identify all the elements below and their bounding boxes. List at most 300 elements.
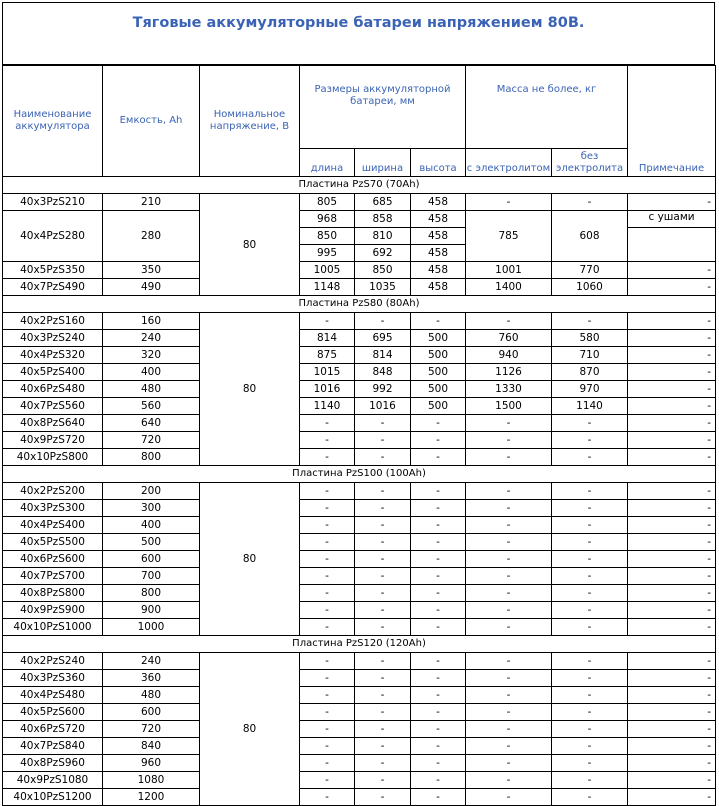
battery-name: 40x8PzS800 [3, 585, 103, 602]
note-cell: - [628, 653, 716, 670]
table-row [3, 262, 716, 279]
capacity-cell: 1000 [103, 619, 200, 636]
height-cell: - [411, 432, 466, 449]
length-cell: - [300, 772, 355, 789]
width-cell: - [355, 670, 411, 687]
battery-name: 40x5PzS400 [3, 364, 103, 381]
capacity-cell: 360 [103, 670, 200, 687]
capacity-cell: 840 [103, 738, 200, 755]
mass-without-electrolyte: - [552, 585, 628, 602]
table-row [3, 772, 716, 789]
width-cell: - [355, 602, 411, 619]
mass-with-electrolyte: - [466, 721, 552, 738]
table-row [3, 398, 716, 415]
mass-without-electrolyte: - [552, 432, 628, 449]
capacity-cell: 320 [103, 347, 200, 364]
length-cell: - [300, 704, 355, 721]
battery-name: 40x5PzS600 [3, 704, 103, 721]
length-cell: 1015 [300, 364, 355, 381]
header-without-electrolyte: без электролита [552, 149, 628, 177]
width-cell: - [355, 687, 411, 704]
table-row [3, 500, 716, 517]
section-title: Пластина PzS120 (120Ah) [3, 636, 716, 653]
note-cell: с ушами [628, 211, 716, 228]
length-cell: 850 [300, 228, 355, 245]
table-row [3, 347, 716, 364]
mass-with-electrolyte: - [466, 738, 552, 755]
battery-name: 40x6PzS480 [3, 381, 103, 398]
width-cell: - [355, 449, 411, 466]
note-cell: - [628, 364, 716, 381]
note-cell: - [628, 262, 716, 279]
mass-without-electrolyte: - [552, 500, 628, 517]
height-cell: 500 [411, 347, 466, 364]
height-cell: - [411, 755, 466, 772]
length-cell: - [300, 534, 355, 551]
width-cell: - [355, 585, 411, 602]
width-cell: - [355, 534, 411, 551]
section-row [3, 466, 716, 483]
width-cell: 810 [355, 228, 411, 245]
note-cell: - [628, 568, 716, 585]
mass-with-electrolyte: - [466, 772, 552, 789]
battery-name: 40x2PzS200 [3, 483, 103, 500]
table-row [3, 619, 716, 636]
note-cell: - [628, 432, 716, 449]
note-cell: - [628, 381, 716, 398]
mass-with-electrolyte: - [466, 585, 552, 602]
width-cell: - [355, 619, 411, 636]
width-cell: - [355, 772, 411, 789]
mass-without-electrolyte: - [552, 194, 628, 211]
table-body [3, 177, 716, 806]
capacity-cell: 800 [103, 585, 200, 602]
length-cell: - [300, 483, 355, 500]
mass-with-electrolyte: 940 [466, 347, 552, 364]
note-cell: - [628, 619, 716, 636]
mass-with-electrolyte: - [466, 313, 552, 330]
width-cell: 1016 [355, 398, 411, 415]
capacity-cell: 640 [103, 415, 200, 432]
length-cell: 875 [300, 347, 355, 364]
height-cell: 458 [411, 279, 466, 296]
width-cell: - [355, 738, 411, 755]
battery-name: 40x7PzS560 [3, 398, 103, 415]
table-row [3, 364, 716, 381]
voltage-cell: 80 [200, 194, 300, 296]
battery-name: 40x6PzS600 [3, 551, 103, 568]
note-cell: - [628, 670, 716, 687]
height-cell: 458 [411, 245, 466, 262]
length-cell: 1016 [300, 381, 355, 398]
header-name: Наименование аккумулятора [3, 66, 103, 177]
header-note: Примечание [628, 149, 716, 177]
section-row [3, 177, 716, 194]
note-cell: - [628, 398, 716, 415]
battery-name: 40x7PzS700 [3, 568, 103, 585]
mass-with-electrolyte: - [466, 449, 552, 466]
height-cell: 500 [411, 398, 466, 415]
width-cell: 1035 [355, 279, 411, 296]
note-cell: - [628, 534, 716, 551]
width-cell: - [355, 551, 411, 568]
mass-without-electrolyte: 870 [552, 364, 628, 381]
length-cell: 995 [300, 245, 355, 262]
header-height: высота [411, 149, 466, 177]
mass-without-electrolyte: - [552, 415, 628, 432]
mass-with-electrolyte: - [466, 432, 552, 449]
width-cell: - [355, 483, 411, 500]
height-cell: - [411, 415, 466, 432]
capacity-cell: 800 [103, 449, 200, 466]
height-cell: - [411, 449, 466, 466]
width-cell: - [355, 432, 411, 449]
mass-with-electrolyte: - [466, 653, 552, 670]
section-title: Пластина PzS80 (80Ah) [3, 296, 716, 313]
width-cell: 848 [355, 364, 411, 381]
height-cell: - [411, 772, 466, 789]
table-row [3, 432, 716, 449]
capacity-cell: 240 [103, 653, 200, 670]
capacity-cell: 300 [103, 500, 200, 517]
note-cell: - [628, 330, 716, 347]
mass-without-electrolyte: - [552, 602, 628, 619]
mass-with-electrolyte: 760 [466, 330, 552, 347]
voltage-cell: 80 [200, 653, 300, 806]
mass-without-electrolyte: 710 [552, 347, 628, 364]
table-row [3, 687, 716, 704]
width-cell: - [355, 500, 411, 517]
mass-with-electrolyte: - [466, 534, 552, 551]
title-box [2, 2, 715, 65]
mass-with-electrolyte: - [466, 568, 552, 585]
note-cell: - [628, 517, 716, 534]
mass-with-electrolyte: - [466, 500, 552, 517]
mass-without-electrolyte: 580 [552, 330, 628, 347]
length-cell: - [300, 653, 355, 670]
mass-without-electrolyte: - [552, 704, 628, 721]
table-row [3, 789, 716, 806]
length-cell: - [300, 517, 355, 534]
battery-name: 40x9PzS1080 [3, 772, 103, 789]
height-cell: - [411, 653, 466, 670]
header-with-electrolyte: с электролитом [466, 149, 552, 177]
mass-without-electrolyte: - [552, 449, 628, 466]
mass-with-electrolyte: - [466, 670, 552, 687]
mass-without-electrolyte: 608 [552, 211, 628, 262]
note-cell: - [628, 738, 716, 755]
note-cell: - [628, 789, 716, 806]
length-cell: - [300, 789, 355, 806]
height-cell: 458 [411, 262, 466, 279]
note-cell: - [628, 551, 716, 568]
battery-name: 40x2PzS240 [3, 653, 103, 670]
capacity-cell: 480 [103, 687, 200, 704]
battery-name: 40x3PzS210 [3, 194, 103, 211]
battery-name: 40x3PzS300 [3, 500, 103, 517]
capacity-cell: 500 [103, 534, 200, 551]
length-cell: - [300, 585, 355, 602]
note-cell: - [628, 500, 716, 517]
mass-without-electrolyte: - [552, 789, 628, 806]
table-row [3, 653, 716, 670]
mass-without-electrolyte: 1140 [552, 398, 628, 415]
capacity-cell: 600 [103, 551, 200, 568]
mass-with-electrolyte: 1330 [466, 381, 552, 398]
height-cell: - [411, 704, 466, 721]
battery-name: 40x4PzS400 [3, 517, 103, 534]
table-row [3, 211, 716, 228]
battery-name: 40x5PzS350 [3, 262, 103, 279]
note-cell: - [628, 347, 716, 364]
mass-with-electrolyte: - [466, 789, 552, 806]
width-cell: 814 [355, 347, 411, 364]
mass-with-electrolyte: 1001 [466, 262, 552, 279]
voltage-cell: 80 [200, 483, 300, 636]
table-row [3, 755, 716, 772]
header-mass: Масса не более, кг [466, 66, 628, 149]
table-row [3, 483, 716, 500]
note-cell: - [628, 704, 716, 721]
table-row [3, 449, 716, 466]
length-cell: 805 [300, 194, 355, 211]
note-cell: - [628, 602, 716, 619]
header-note-top [628, 66, 716, 149]
mass-without-electrolyte: - [552, 313, 628, 330]
height-cell: 458 [411, 194, 466, 211]
mass-with-electrolyte: - [466, 194, 552, 211]
height-cell: 458 [411, 211, 466, 228]
mass-without-electrolyte: 770 [552, 262, 628, 279]
table-row [3, 415, 716, 432]
width-cell: - [355, 755, 411, 772]
length-cell: - [300, 738, 355, 755]
table-row [3, 704, 716, 721]
width-cell: - [355, 313, 411, 330]
section-row [3, 296, 716, 313]
note-cell-empty [628, 228, 716, 262]
battery-name: 40x7PzS490 [3, 279, 103, 296]
mass-without-electrolyte: - [552, 670, 628, 687]
mass-without-electrolyte: - [552, 738, 628, 755]
capacity-cell: 400 [103, 364, 200, 381]
header-voltage: Номинальное напряжение, В [200, 66, 300, 177]
mass-without-electrolyte: - [552, 687, 628, 704]
mass-with-electrolyte: - [466, 415, 552, 432]
battery-name: 40x8PzS640 [3, 415, 103, 432]
capacity-cell: 700 [103, 568, 200, 585]
capacity-cell: 720 [103, 432, 200, 449]
note-cell: - [628, 585, 716, 602]
table-row [3, 517, 716, 534]
width-cell: - [355, 653, 411, 670]
table-row [3, 585, 716, 602]
table-row [3, 194, 716, 211]
length-cell: - [300, 500, 355, 517]
battery-name: 40x3PzS240 [3, 330, 103, 347]
mass-without-electrolyte: - [552, 653, 628, 670]
table-row [3, 602, 716, 619]
width-cell: 850 [355, 262, 411, 279]
height-cell: - [411, 568, 466, 585]
mass-with-electrolyte: - [466, 517, 552, 534]
battery-name: 40x8PzS960 [3, 755, 103, 772]
capacity-cell: 900 [103, 602, 200, 619]
length-cell: - [300, 619, 355, 636]
note-cell: - [628, 483, 716, 500]
note-cell: - [628, 721, 716, 738]
length-cell: 1148 [300, 279, 355, 296]
width-cell: - [355, 721, 411, 738]
mass-with-electrolyte: 1500 [466, 398, 552, 415]
battery-name: 40x6PzS720 [3, 721, 103, 738]
length-cell: - [300, 755, 355, 772]
battery-name: 40x5PzS500 [3, 534, 103, 551]
battery-name: 40x9PzS900 [3, 602, 103, 619]
mass-with-electrolyte: 1126 [466, 364, 552, 381]
capacity-cell: 490 [103, 279, 200, 296]
battery-name: 40x4PzS280 [3, 211, 103, 262]
mass-with-electrolyte: - [466, 755, 552, 772]
table-row [3, 551, 716, 568]
mass-without-electrolyte: - [552, 534, 628, 551]
mass-without-electrolyte: - [552, 619, 628, 636]
capacity-cell: 240 [103, 330, 200, 347]
length-cell: - [300, 449, 355, 466]
capacity-cell: 400 [103, 517, 200, 534]
battery-name: 40x7PzS840 [3, 738, 103, 755]
width-cell: - [355, 789, 411, 806]
battery-name: 40x3PzS360 [3, 670, 103, 687]
height-cell: 500 [411, 330, 466, 347]
capacity-cell: 350 [103, 262, 200, 279]
length-cell: 1140 [300, 398, 355, 415]
capacity-cell: 960 [103, 755, 200, 772]
capacity-cell: 280 [103, 211, 200, 262]
height-cell: - [411, 619, 466, 636]
note-cell: - [628, 772, 716, 789]
mass-without-electrolyte: 1060 [552, 279, 628, 296]
mass-without-electrolyte: - [552, 517, 628, 534]
height-cell: - [411, 500, 466, 517]
mass-without-electrolyte: - [552, 568, 628, 585]
capacity-cell: 200 [103, 483, 200, 500]
width-cell: 685 [355, 194, 411, 211]
length-cell: 968 [300, 211, 355, 228]
note-cell: - [628, 313, 716, 330]
mass-with-electrolyte: - [466, 602, 552, 619]
section-row [3, 636, 716, 653]
mass-without-electrolyte: - [552, 772, 628, 789]
width-cell: - [355, 415, 411, 432]
width-cell: 695 [355, 330, 411, 347]
mass-without-electrolyte: - [552, 483, 628, 500]
width-cell: 692 [355, 245, 411, 262]
mass-without-electrolyte: - [552, 755, 628, 772]
note-cell: - [628, 755, 716, 772]
length-cell: - [300, 568, 355, 585]
height-cell: 500 [411, 381, 466, 398]
table-row [3, 670, 716, 687]
width-cell: 858 [355, 211, 411, 228]
length-cell: - [300, 602, 355, 619]
length-cell: - [300, 551, 355, 568]
note-cell: - [628, 449, 716, 466]
battery-name: 40x2PzS160 [3, 313, 103, 330]
height-cell: - [411, 313, 466, 330]
section-title: Пластина PzS70 (70Ah) [3, 177, 716, 194]
mass-with-electrolyte: - [466, 551, 552, 568]
mass-with-electrolyte: - [466, 619, 552, 636]
page-title: Тяговые аккумуляторные батареи напряжением 80В. [132, 15, 585, 31]
table-row [3, 738, 716, 755]
mass-with-electrolyte: - [466, 687, 552, 704]
length-cell: - [300, 313, 355, 330]
table-row [3, 313, 716, 330]
battery-name: 40x10PzS1000 [3, 619, 103, 636]
length-cell: 814 [300, 330, 355, 347]
width-cell: 992 [355, 381, 411, 398]
battery-name: 40x9PzS720 [3, 432, 103, 449]
capacity-cell: 1200 [103, 789, 200, 806]
battery-table [2, 65, 716, 806]
table-row [3, 534, 716, 551]
voltage-cell: 80 [200, 313, 300, 466]
header-length: длина [300, 149, 355, 177]
height-cell: - [411, 670, 466, 687]
mass-with-electrolyte: 785 [466, 211, 552, 262]
capacity-cell: 160 [103, 313, 200, 330]
mass-without-electrolyte: 970 [552, 381, 628, 398]
section-title: Пластина PzS100 (100Ah) [3, 466, 716, 483]
width-cell: - [355, 517, 411, 534]
capacity-cell: 600 [103, 704, 200, 721]
height-cell: - [411, 687, 466, 704]
capacity-cell: 1080 [103, 772, 200, 789]
table-row [3, 381, 716, 398]
note-cell: - [628, 687, 716, 704]
battery-name: 40x4PzS320 [3, 347, 103, 364]
mass-without-electrolyte: - [552, 721, 628, 738]
capacity-cell: 560 [103, 398, 200, 415]
mass-with-electrolyte: - [466, 483, 552, 500]
table-row [3, 568, 716, 585]
mass-with-electrolyte: - [466, 704, 552, 721]
header-dimensions: Размеры аккумуляторной батареи, мм [300, 66, 466, 149]
note-cell: - [628, 194, 716, 211]
height-cell: - [411, 483, 466, 500]
capacity-cell: 480 [103, 381, 200, 398]
capacity-cell: 720 [103, 721, 200, 738]
height-cell: - [411, 517, 466, 534]
note-cell: - [628, 279, 716, 296]
height-cell: - [411, 534, 466, 551]
length-cell: - [300, 432, 355, 449]
height-cell: - [411, 738, 466, 755]
height-cell: - [411, 585, 466, 602]
height-cell: - [411, 789, 466, 806]
height-cell: 500 [411, 364, 466, 381]
height-cell: - [411, 602, 466, 619]
height-cell: - [411, 551, 466, 568]
length-cell: - [300, 687, 355, 704]
width-cell: - [355, 704, 411, 721]
length-cell: - [300, 670, 355, 687]
mass-with-electrolyte: 1400 [466, 279, 552, 296]
height-cell: 458 [411, 228, 466, 245]
battery-name: 40x10PzS1200 [3, 789, 103, 806]
battery-name: 40x4PzS480 [3, 687, 103, 704]
